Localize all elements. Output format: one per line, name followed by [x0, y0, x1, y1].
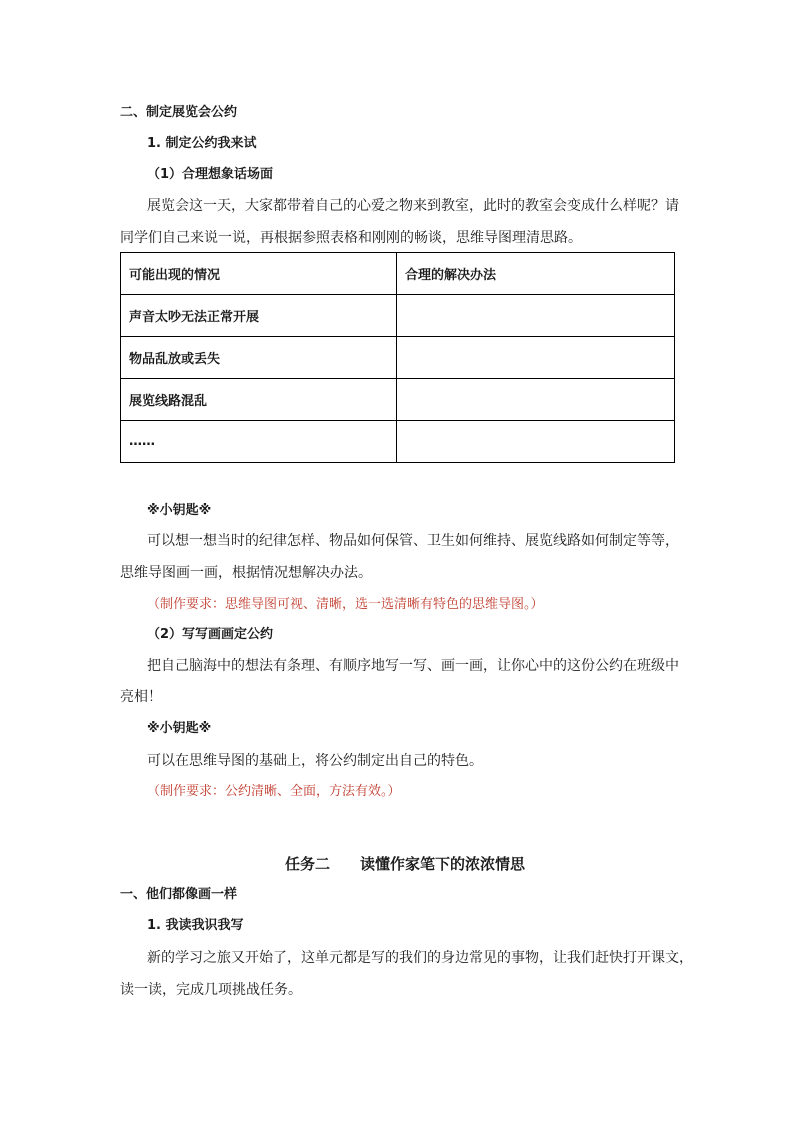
paragraph-line: 读一读，完成几项挑战任务。: [120, 982, 302, 998]
tip-title: ※小钥匙※: [147, 503, 212, 518]
table-header-row: [121, 253, 675, 295]
table-cell: 物品乱放或丢失: [121, 337, 397, 379]
table-cell: [397, 379, 675, 421]
requirement-note: （制作要求：公约清晰、全面，方法有效。）: [147, 784, 401, 799]
paragraph-line: 把自己脑海中的想法有条理、有顺序地写一写、画一画，让你心中的这份公约在班级中: [147, 658, 679, 674]
paragraph-line: 可以在思维导图的基础上，将公约制定出自己的特色。: [147, 753, 483, 769]
table-row: [121, 379, 675, 421]
table-row: [121, 421, 675, 463]
section-heading: 一、他们都像画一样: [120, 887, 238, 902]
table-cell: ……: [121, 421, 397, 463]
item-heading: （2）写写画画定公约: [147, 627, 274, 642]
paragraph-line: 亮相！: [120, 689, 162, 705]
paragraph-line: 可以想一想当时的纪律怎样、物品如何保管、卫生如何维持、展览线路如何制定等等，: [147, 533, 679, 549]
table-cell: 声音太吵无法正常开展: [121, 295, 397, 337]
paragraph-line: 新的学习之旅又开始了，这单元都是写的我们的身边常见的事物，让我们赶快打开课文，: [147, 950, 693, 966]
tip-title: ※小钥匙※: [147, 721, 212, 736]
subsection-heading: 1. 我读我识我写: [147, 918, 244, 933]
table-row: [121, 295, 675, 337]
requirement-note: （制作要求：思维导图可视、清晰，选一选清晰有特色的思维导图。）: [147, 597, 544, 612]
table-cell: [397, 337, 675, 379]
subsection-heading: 1. 制定公约我来试: [147, 136, 257, 151]
item-heading: （1）合理想象话场面: [147, 167, 274, 182]
table-header-cell: 合理的解决办法: [397, 253, 675, 295]
section-heading: 二、制定展览会公约: [120, 105, 238, 120]
paragraph-line: 同学们自己来说一说，再根据参照表格和刚刚的畅谈，思维导图理清思路。: [120, 230, 582, 246]
table-cell: 展览线路混乱: [121, 379, 397, 421]
table-cell: [397, 295, 675, 337]
paragraph-line: 思维导图画一画，根据情况想解决办法。: [120, 565, 372, 581]
situation-table: [120, 252, 675, 463]
task-title: 任务二 读懂作家笔下的浓浓情思: [285, 855, 526, 873]
table-cell: [397, 421, 675, 463]
paragraph-line: 展览会这一天，大家都带着自己的心爱之物来到教室，此时的教室会变成什么样呢？请: [147, 198, 679, 214]
table-header-cell: 可能出现的情况: [121, 253, 397, 295]
table-row: [121, 337, 675, 379]
